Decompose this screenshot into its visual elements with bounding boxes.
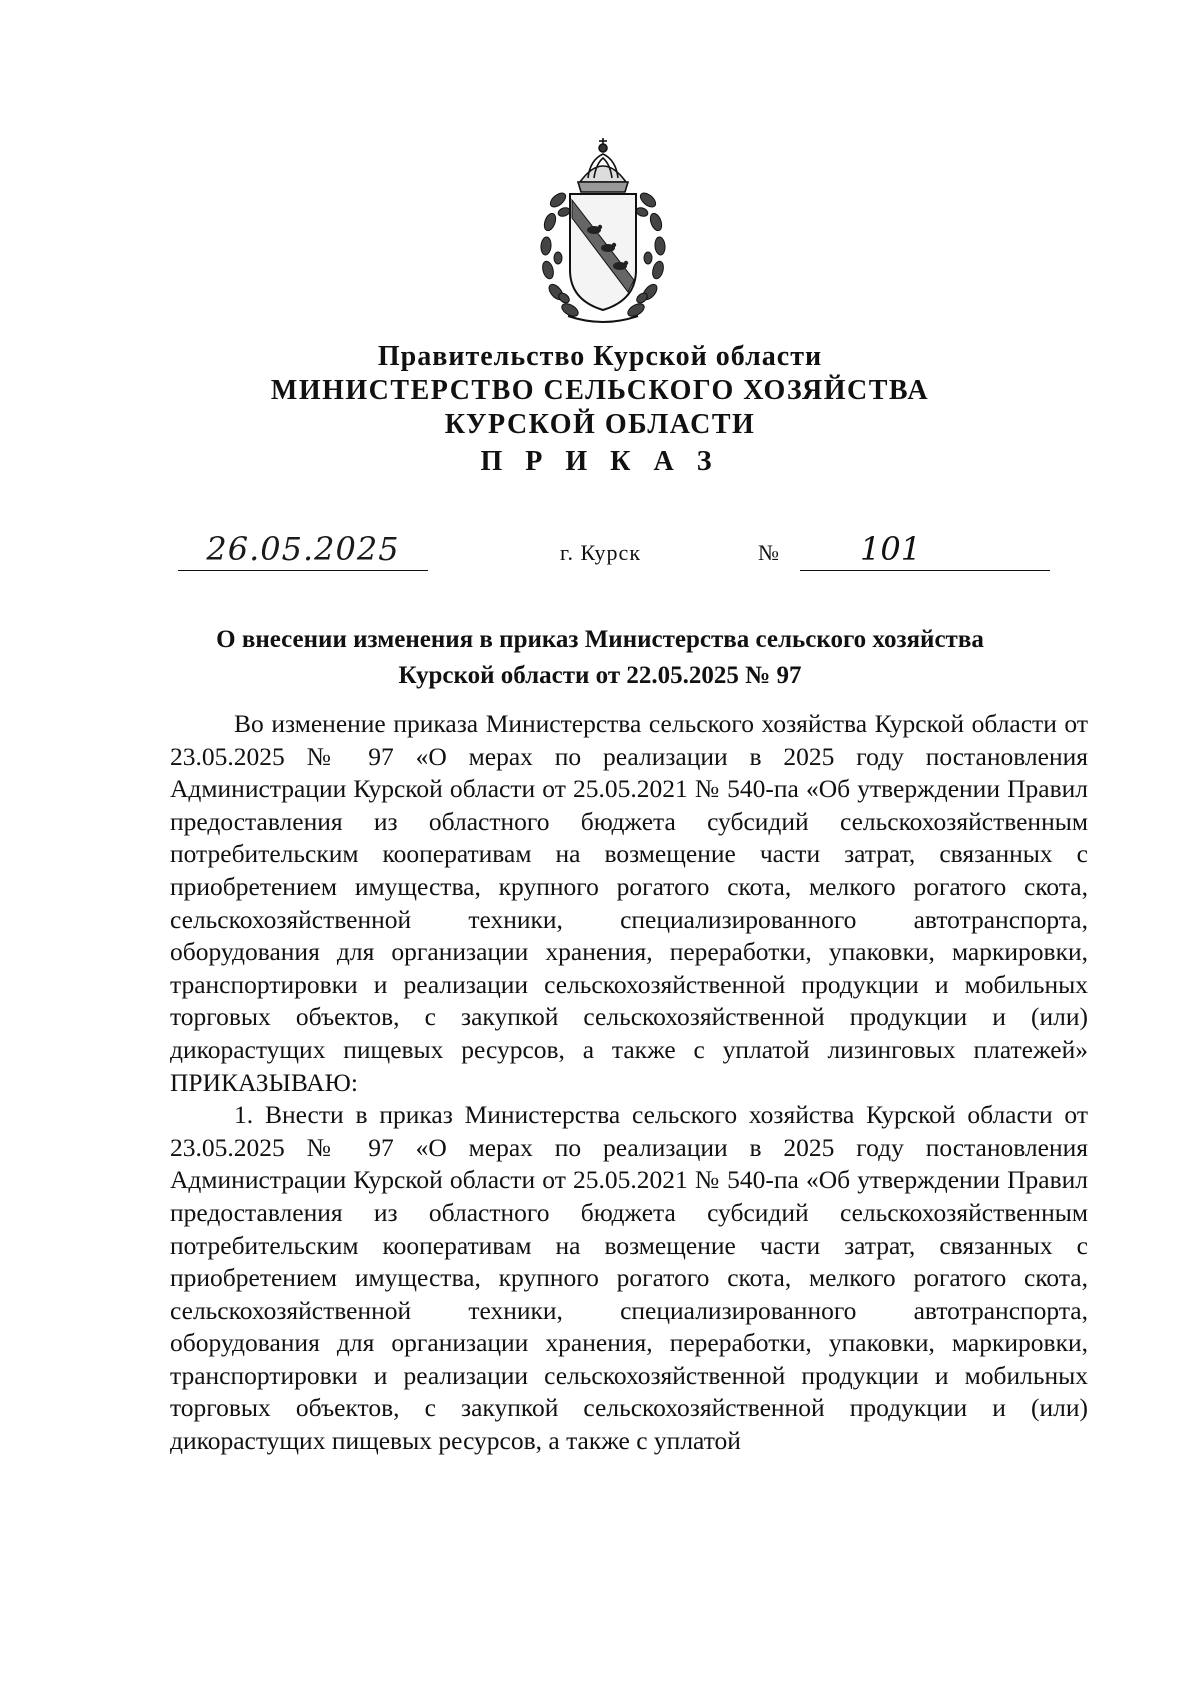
title-line-2: Курской области от 22.05.2025 № 97 <box>398 662 802 689</box>
coat-of-arms-emblem <box>528 130 678 330</box>
body-paragraph-2: 1. Внести в приказ Министерства сельского хозяйства Курской области от 23.05.2025 № 97 «О мерах по реализации в 2025 году постановления Администрации Курской области от 25.05.2021 № 540-па «Об утверждении Правил предоставления из областного бюджета субсидий сельскохозяйственным потребительским кооперативам на возмещение части затрат, связанных с приобретением имущества, крупного рогатого скота, мелкого рогатого скота, сельскохозяйственной техники, специализированного автотранспорта, оборудования для организации хранения, переработки, упаковки, маркировки, транспортировки и реализации сельскохозяйственной продукции и мобильных торговых объектов, с закупкой сельскохозяйственной продукции и (или) дикорастущих пищевых ресурсов, а также с уплатой <box>170 1100 1088 1456</box>
government-name: Правительство Курской области <box>377 341 823 372</box>
number-underline <box>800 570 1050 571</box>
document-body <box>170 708 1088 1458</box>
number-sign: № <box>758 540 779 565</box>
city-label: г. Курск <box>560 540 642 565</box>
document-title <box>0 622 1200 694</box>
document-header <box>0 340 1200 482</box>
date-underline <box>178 570 428 571</box>
ministry-name: МИНИСТЕРСТВО СЕЛЬСКОГО ХОЗЯЙСТВА <box>270 375 930 406</box>
handwritten-date: 26.05.2025 <box>206 530 400 568</box>
body-paragraph-1: Во изменение приказа Министерства сельского хозяйства Курской области от 23.05.2025 № 97 «О мерах по реализации в 2025 году постановления Администрации Курской области от 25.05.2021 № 540-па «Об утверждении Правил предоставления из областного бюджета субсидий сельскохозяйственным потребительским кооперативам на возмещение части затрат, связанных с приобретением имущества, крупного рогатого скота, мелкого рогатого скота, сельскохозяйственной техники, специализированного автотранспорта, оборудования для организации хранения, переработки, упаковки, маркировки, транспортировки и реализации сельскохозяйственной продукции и мобильных торговых объектов, с закупкой сельскохозяйственной продукции и (или) дикорастущих пищевых ресурсов, а также с уплатой лизинговых платежей» ПРИКАЗЫВАЮ: <box>170 709 1088 1097</box>
title-line-1: О внесении изменения в приказ Министерства сельского хозяйства <box>216 626 984 653</box>
document-type: П Р И К А З <box>480 446 720 477</box>
handwritten-number: 101 <box>860 530 922 568</box>
document-meta-line <box>0 530 1200 590</box>
region-name: КУРСКОЙ ОБЛАСТИ <box>444 409 756 440</box>
